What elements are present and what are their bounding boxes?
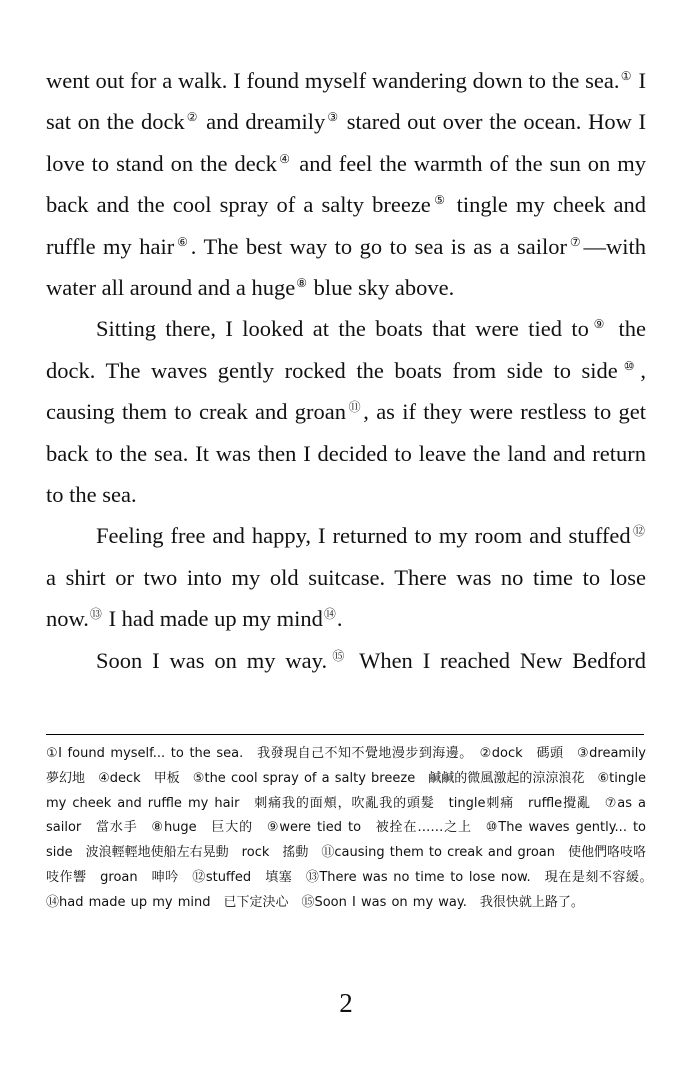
footnote-block: ①I found myself... to the sea. 我發現自己不知不覺地漫步到海邊。 ②dock 碼頭 ③dreamily 夢幻地 ④deck 甲板 ⑤the cool spray of a salty breeze 鹹鹹的微風激起的涼涼浪花 ⑥tingle my cheek and ruffle my hair 刺痛我的面頰，吹亂我的頭髮 tingle刺痛 ruffle攪亂 ⑦as a sailor 當水手 ⑧huge 巨大的 ⑨were tied to 被拴在……之上 ⑩The waves gently... to side 波浪輕輕地使船左右晃動 rock 搖動 ⑪causing them to creak and groan 使他們咯吱咯吱作響 groan 呻吟 ⑫stuffed 填塞 ⑬There was no time to lose now. 現在是刻不容緩。 ⑭had made up my mind 已下定決心 ⑮Soon I was on my way. 我很快就上路了。	[46, 746, 660, 910]
footnote-ref: ⑩	[618, 358, 640, 373]
text-run: —with water all around and a huge	[46, 233, 646, 301]
footnote-ref: ④	[277, 151, 292, 166]
footnote-ref: ①	[620, 69, 632, 83]
footnote-ref: ⑪	[347, 400, 363, 415]
paragraph-4	[46, 640, 646, 681]
text-run: , causing them to creak and groan	[46, 357, 647, 425]
footnote-ref: ⑮	[328, 648, 349, 663]
text-run: Sitting there, I looked at the boats that were tied to	[96, 316, 589, 342]
footnote-ref: ⑤	[431, 193, 448, 208]
text-run: I had made up my mind	[102, 606, 323, 632]
text-run: blue sky above.	[308, 275, 455, 301]
text-run: Feeling free and happy, I returned to my room and stuffed	[96, 523, 631, 549]
text-run: and feel the warmth of the sun on my back and the cool spray of a salty breeze	[46, 150, 646, 218]
text-run: , as if they were restless to get back to the sea. It was then I decided to leave the land and return to the sea.	[46, 399, 646, 508]
footnote-ref: ⑬	[89, 607, 102, 622]
footnote-divider	[46, 734, 644, 735]
footnote-ref: ②	[185, 110, 199, 125]
text-run: I sat on the dock	[46, 68, 647, 135]
page-number: 2	[339, 988, 353, 1018]
footnote-ref: ⑭	[323, 607, 336, 622]
footnote-ref: ③	[326, 110, 340, 125]
footnote-ref: ⑧	[296, 276, 308, 291]
text-run: went out for a walk. I found myself wandering down to the sea.	[46, 68, 620, 93]
text-run: . The best way to go to sea is as a sailor	[190, 233, 567, 259]
paragraph-1	[46, 60, 646, 308]
paragraph-3	[46, 515, 646, 639]
footnote-ref: ⑥	[175, 234, 190, 249]
text-run: stared out over the ocean. How I love to stand on the deck	[46, 109, 646, 176]
footnote-ref: ⑦	[567, 234, 583, 249]
footnote-ref: ⑫	[631, 524, 645, 539]
text-run: When I reached New Bedford	[349, 647, 646, 673]
text-run: a shirt or two into my old suitcase. There was no time to lose now.	[46, 564, 646, 632]
footnotes	[46, 742, 660, 916]
paragraph-2	[46, 308, 646, 515]
text-run: the dock. The waves gently rocked the boats from side to side	[46, 316, 646, 383]
text-run: .	[336, 606, 343, 632]
text-run: Soon I was on my way.	[96, 647, 328, 673]
story-text	[46, 60, 646, 681]
footnote-ref: ⑨	[589, 317, 609, 332]
text-run: tingle my cheek and ruffle my hair	[46, 192, 646, 259]
text-run: and dreamily	[199, 109, 326, 135]
